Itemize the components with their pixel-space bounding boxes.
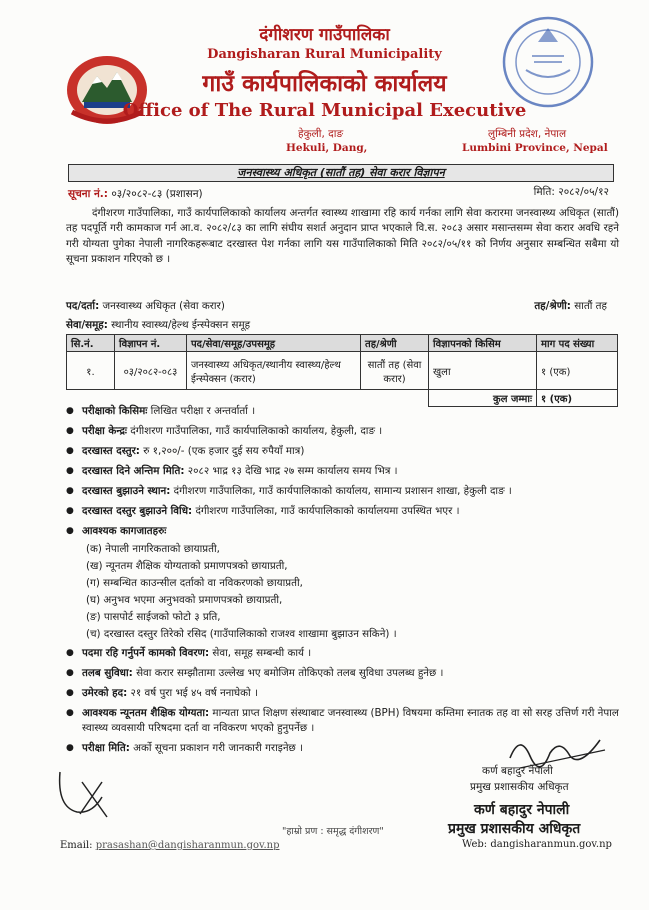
document-item: (ग) सम्बन्धित काउन्सील दर्ताको वा नविकरणको छायाप्रती,	[86, 577, 303, 589]
document-item: (ङ) पासपोर्ट साईजको फोटो ३ प्रति,	[86, 611, 221, 623]
document-item: (च) दरखास्त दस्तुर तिरेको रसिद (गाउँपालिकाको राजश्व शाखामा बुझाउन सकिने) ।	[86, 628, 397, 640]
left-signature	[52, 762, 122, 822]
vacancy-table	[66, 334, 618, 407]
table-cell: १ (एक)	[537, 352, 618, 390]
address-en: Hekuli, Dang,	[286, 142, 368, 154]
list-item: ● पदमा रहि गर्नुपर्ने कामको विवरण: सेवा, समूह सम्बन्धी कार्य ।	[66, 646, 626, 661]
list-item: ● परीक्षाको किसिमः लिखित परीक्षा र अन्तर्वार्ता ।	[66, 404, 626, 419]
notice-body: दंगीशरण गाउँपालिका, गाउँ कार्यपालिकाको कार्यालय अन्तर्गत स्वास्थ्य शाखामा रहि कार्य गर्नका लागि सेवा करारमा जनस्वास्थ्य अधिकृत (सातौं) तह पदपूर्ति गरी कामकाज गर्न आ.व. २०८२/८३ का लागि संघीय सशर्त अनुदान प्राप्त भएकाले वि.स. २०८३ असार मसान्तसम्म सेवा करार अवधि रहने गरी योग्यता पुगेका नेपाली नागरिकहरूबाट दरखास्त पेश गर्नका लागि यस गाउँपालिकाको मिति २०८२/०५/११ को निर्णय अनुसार सम्बन्धित सबैमा यो सूचना प्रकाशन गरिएको छ ।	[66, 207, 619, 265]
list-item: ● दरखास्त बुझाउने स्थान: दंगीशरण गाउँपालिका, गाउँ कार्यपालिकाको कार्यालय, सामान्य प्रशासन शाखा, हेकुली दाङ ।	[66, 484, 626, 499]
list-item: ● आवश्यक न्यूनतम शैक्षिक योग्यता: मान्यता प्राप्त शिक्षण संस्थाबाट जनस्वास्थ्य (BPH) विषयमा कम्तिमा स्नातक तह वा सो सरह उत्तिर्ण गरी नेपाल स्वास्थ्य व्यवसायी परिषदमा दर्ता वा नविकरण भएको हुनुपर्नेछ ।	[66, 706, 626, 736]
footer-motto: "हाम्रो प्रण : समृद्ध दंगीशरण"	[282, 826, 384, 837]
list-item: ● दरखास्त दस्तुर बुझाउने विधि: दंगीशरण गाउँपालिका, गाउँ कार्यपालिकाको कार्यालयमा उपस्थित भएर ।	[66, 504, 626, 519]
list-item: ● परीक्षा केन्द्रः दंगीशरण गाउँपालिका, गाउँ कार्यपालिकाको कार्यालय, हेकुली, दाङ ।	[66, 424, 626, 439]
documents-list	[82, 542, 626, 641]
footer-web: Web: dangisharanmun.gov.np	[462, 839, 612, 850]
column-header: सि.नं.	[67, 335, 115, 352]
notice-date: मिति: २०८२/०५/१२	[533, 186, 609, 198]
total-label: कुल जम्माः	[429, 390, 537, 407]
table-cell: खुला	[429, 352, 537, 390]
document-item: (घ) अनुभव भएमा अनुभवको प्रमाणपत्रको छायाप्रती,	[86, 594, 283, 606]
web-link[interactable]: dangisharanmun.gov.np	[490, 839, 612, 850]
email-link[interactable]: prasashan@dangisharanmun.gov.np	[95, 840, 280, 851]
post-line: पद/दर्ता: जनस्वास्थ्य अधिकृत (सेवा करार)	[66, 300, 225, 312]
list-item: ● उमेरको हद: २१ वर्ष पुरा भई ४५ वर्ष ननाघेको ।	[66, 686, 626, 701]
list-item: ● दरखास्त दस्तुर: रु १,२००/- (एक हजार दुई सय रुपैयाँ मात्र)	[66, 444, 626, 459]
list-item: ● परीक्षा मिति: अर्को सूचना प्रकाशन गरी जानकारी गराइनेछ ।	[66, 741, 626, 756]
table-cell: जनस्वास्थ्य अधिकृत/स्थानीय स्वास्थ्य/हेल्थ ईन्स्पेक्सन (करार)	[187, 352, 361, 390]
address-np: हेकुली, दाङ	[298, 128, 344, 140]
province-np: लुम्बिनी प्रदेश, नेपाल	[488, 128, 567, 140]
table-cell: सातौं तह (सेवा करार)	[361, 352, 429, 390]
table-header-row	[67, 335, 618, 352]
details-list	[66, 404, 626, 761]
column-header: तह/श्रेणी	[361, 335, 429, 352]
total-value: १ (एक)	[537, 390, 618, 407]
table-row	[67, 352, 618, 390]
office-name-en: Office of The Rural Municipal Executive	[122, 100, 527, 121]
column-header: विज्ञापनको किसिम	[429, 335, 537, 352]
column-header: माग पद संख्या	[537, 335, 618, 352]
list-item: ● तलब सुविधा: सेवा करार सम्झौतामा उल्लेख भए बमोजिम तोकिएको तलब सुविधा उपलब्ध हुनेछ ।	[66, 666, 626, 681]
document-item: (ख) न्यूनतम शैक्षिक योग्यताको प्रमाणपत्रको छायाप्रती,	[86, 560, 288, 572]
office-name-np: गाउँ कार्यपालिकाको कार्यालय	[202, 71, 447, 97]
level-line: तह/श्रेणी: सातौं तह	[534, 300, 607, 312]
footer-email: Email: prasashan@dangisharanmun.gov.np	[60, 840, 280, 851]
stamp-name: कर्ण बहादुर नेपाली	[474, 802, 570, 818]
notice-number: सूचना नं.: ०३/२०८२-८३ (प्रशासन)	[68, 188, 203, 200]
municipality-name-en: Dangisharan Rural Municipality	[207, 47, 442, 62]
column-header: पद/सेवा/समूह/उपसमूह	[187, 335, 361, 352]
list-item: ● दरखास्त दिने अन्तिम मिति: २०८२ भाद्र १३ देखि भाद्र २७ सम्म कार्यालय समय भित्र ।	[66, 464, 626, 479]
province-en: Lumbini Province, Nepal	[462, 142, 608, 154]
documents-item: ● आवश्यक कागजातहरुः (क) नेपाली नागरिकताको छायाप्रती, (ख) न्यूनतम शैक्षिक योग्यताको प्रमाणपत्रको छायाप्रती, (ग) सम्बन्धित काउन्सील दर्ताको वा नविकरणको छायाप्रती, (घ) अनुभव भएमा अनुभवको प्रमाणपत्रको छायाप्रती, (ङ) पासपोर्ट साईजको फोटो ३ प्रति, (च) दरखास्त दस्तुर तिरेको रसिद (गाउँपालिकाको राजश्व शाखामा बुझाउन सकिने) ।	[66, 524, 626, 641]
column-header: विज्ञापन नं.	[115, 335, 187, 352]
municipality-name-np: दंगीशरण गाउँपालिका	[259, 25, 390, 45]
signatory-title: प्रमुख प्रशासकीय अधिकृत	[470, 781, 569, 793]
service-line: सेवा/समूह: स्थानीय स्वास्थ्य/हेल्थ ईन्स्पेक्सन समूह	[66, 319, 251, 331]
table-cell: १.	[67, 352, 115, 390]
signatory-name: कर्ण बहादुर नेपाली	[482, 765, 553, 777]
stamp-title: प्रमुख प्रशासकीय अधिकृत	[448, 821, 581, 837]
document-item: (क) नेपाली नागरिकताको छायाप्रती,	[86, 543, 220, 555]
notice-title: जनस्वास्थ्य अधिकृत (सातौं तह) सेवा करार विज्ञापन	[68, 164, 614, 182]
table-cell: ०३/२०८२-०८३	[115, 352, 187, 390]
